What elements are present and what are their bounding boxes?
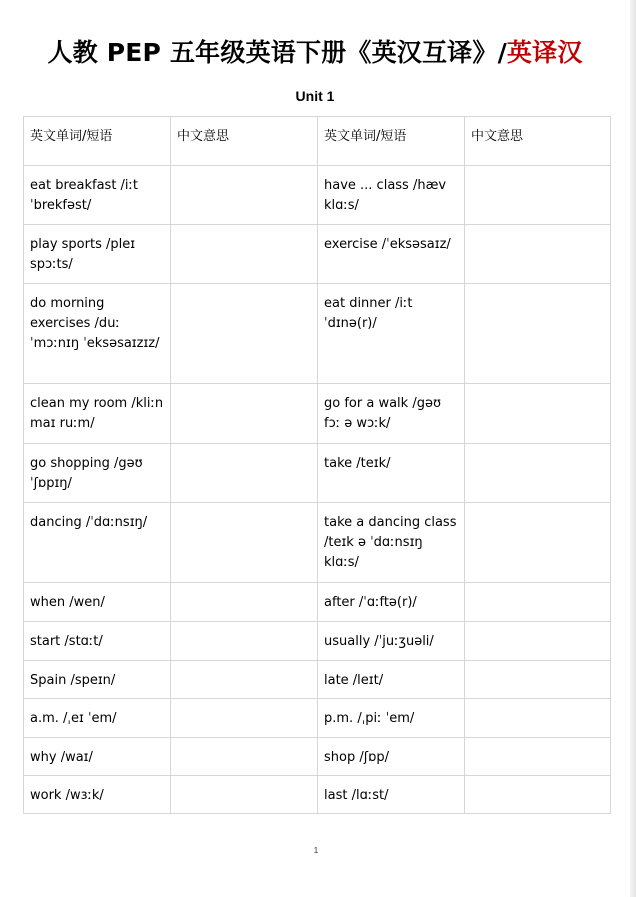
chinese-meaning-cell[interactable] [171, 776, 318, 814]
chinese-meaning-cell[interactable] [171, 284, 318, 384]
chinese-meaning-cell[interactable] [171, 384, 318, 444]
english-term-cell: exercise /ˈeksəsaɪz/ [318, 225, 465, 284]
english-term-cell: have ... class /hæv klɑːs/ [318, 166, 465, 225]
english-term-cell: eat breakfast /iːt ˈbrekfəst/ [24, 166, 171, 225]
header-english-2: 英文单词/短语 [318, 117, 465, 166]
table-row [24, 622, 611, 661]
english-term-cell: dancing /ˈdɑːnsɪŋ/ [24, 503, 171, 583]
english-term-cell: take a dancing class /teɪk ə ˈdɑːnsɪŋ klɑːs/ [318, 503, 465, 583]
chinese-meaning-cell[interactable] [465, 583, 611, 622]
vocabulary-table [23, 116, 611, 814]
english-term-cell: do morning exercises /duː ˈmɔːnɪŋ ˈeksəsaɪzɪz/ [24, 284, 171, 384]
english-term-cell: usually /ˈjuːʒuəli/ [318, 622, 465, 661]
chinese-meaning-cell[interactable] [171, 444, 318, 503]
english-term-cell: when /wen/ [24, 583, 171, 622]
english-term-cell: go shopping /gəʊ ˈʃɒpɪŋ/ [24, 444, 171, 503]
chinese-meaning-cell[interactable] [465, 503, 611, 583]
page-edge-shadow [630, 0, 636, 897]
english-term-cell: after /ˈɑːftə(r)/ [318, 583, 465, 622]
chinese-meaning-cell[interactable] [465, 622, 611, 661]
unit-heading: Unit 1 [295, 88, 335, 104]
english-term-cell: Spain /speɪn/ [24, 661, 171, 699]
chinese-meaning-cell[interactable] [171, 166, 318, 225]
page-title [0, 34, 630, 72]
english-term-cell: last /lɑːst/ [318, 776, 465, 814]
english-term-cell: play sports /pleɪ spɔːts/ [24, 225, 171, 284]
english-term-cell: clean my room /kliːn maɪ ruːm/ [24, 384, 171, 444]
page-title-highlight: 英译汉 [506, 38, 583, 67]
chinese-meaning-cell[interactable] [171, 661, 318, 699]
table-row [24, 738, 611, 776]
chinese-meaning-cell[interactable] [465, 661, 611, 699]
english-term-cell: start /stɑːt/ [24, 622, 171, 661]
table-row [24, 699, 611, 738]
table-header-row [24, 117, 611, 166]
page-number: 1 [313, 846, 319, 855]
chinese-meaning-cell[interactable] [465, 699, 611, 738]
english-term-cell: a.m. /ˌeɪ ˈem/ [24, 699, 171, 738]
chinese-meaning-cell[interactable] [465, 166, 611, 225]
english-term-cell: take /teɪk/ [318, 444, 465, 503]
page-title-main: 人教 PEP 五年级英语下册《英汉互译》/ [47, 38, 507, 67]
english-term-cell: shop /ʃɒp/ [318, 738, 465, 776]
chinese-meaning-cell[interactable] [171, 503, 318, 583]
table-row [24, 284, 611, 384]
chinese-meaning-cell[interactable] [171, 738, 318, 776]
chinese-meaning-cell[interactable] [465, 776, 611, 814]
header-chinese-1: 中文意思 [171, 117, 318, 166]
chinese-meaning-cell[interactable] [171, 622, 318, 661]
english-term-cell: why /waɪ/ [24, 738, 171, 776]
english-term-cell: late /leɪt/ [318, 661, 465, 699]
chinese-meaning-cell[interactable] [171, 225, 318, 284]
chinese-meaning-cell[interactable] [465, 384, 611, 444]
english-term-cell: p.m. /ˌpiː ˈem/ [318, 699, 465, 738]
chinese-meaning-cell[interactable] [171, 699, 318, 738]
table-row [24, 661, 611, 699]
table-row [24, 776, 611, 814]
english-term-cell: eat dinner /iːt ˈdɪnə(r)/ [318, 284, 465, 384]
table-row [24, 503, 611, 583]
table-row [24, 384, 611, 444]
table-row [24, 166, 611, 225]
chinese-meaning-cell[interactable] [171, 583, 318, 622]
chinese-meaning-cell[interactable] [465, 738, 611, 776]
english-term-cell: go for a walk /gəʊ fɔː ə wɔːk/ [318, 384, 465, 444]
chinese-meaning-cell[interactable] [465, 284, 611, 384]
header-english-1: 英文单词/短语 [24, 117, 171, 166]
chinese-meaning-cell[interactable] [465, 444, 611, 503]
header-chinese-2: 中文意思 [465, 117, 611, 166]
chinese-meaning-cell[interactable] [465, 225, 611, 284]
table-row [24, 583, 611, 622]
table-row [24, 444, 611, 503]
table-row [24, 225, 611, 284]
english-term-cell: work /wɜːk/ [24, 776, 171, 814]
